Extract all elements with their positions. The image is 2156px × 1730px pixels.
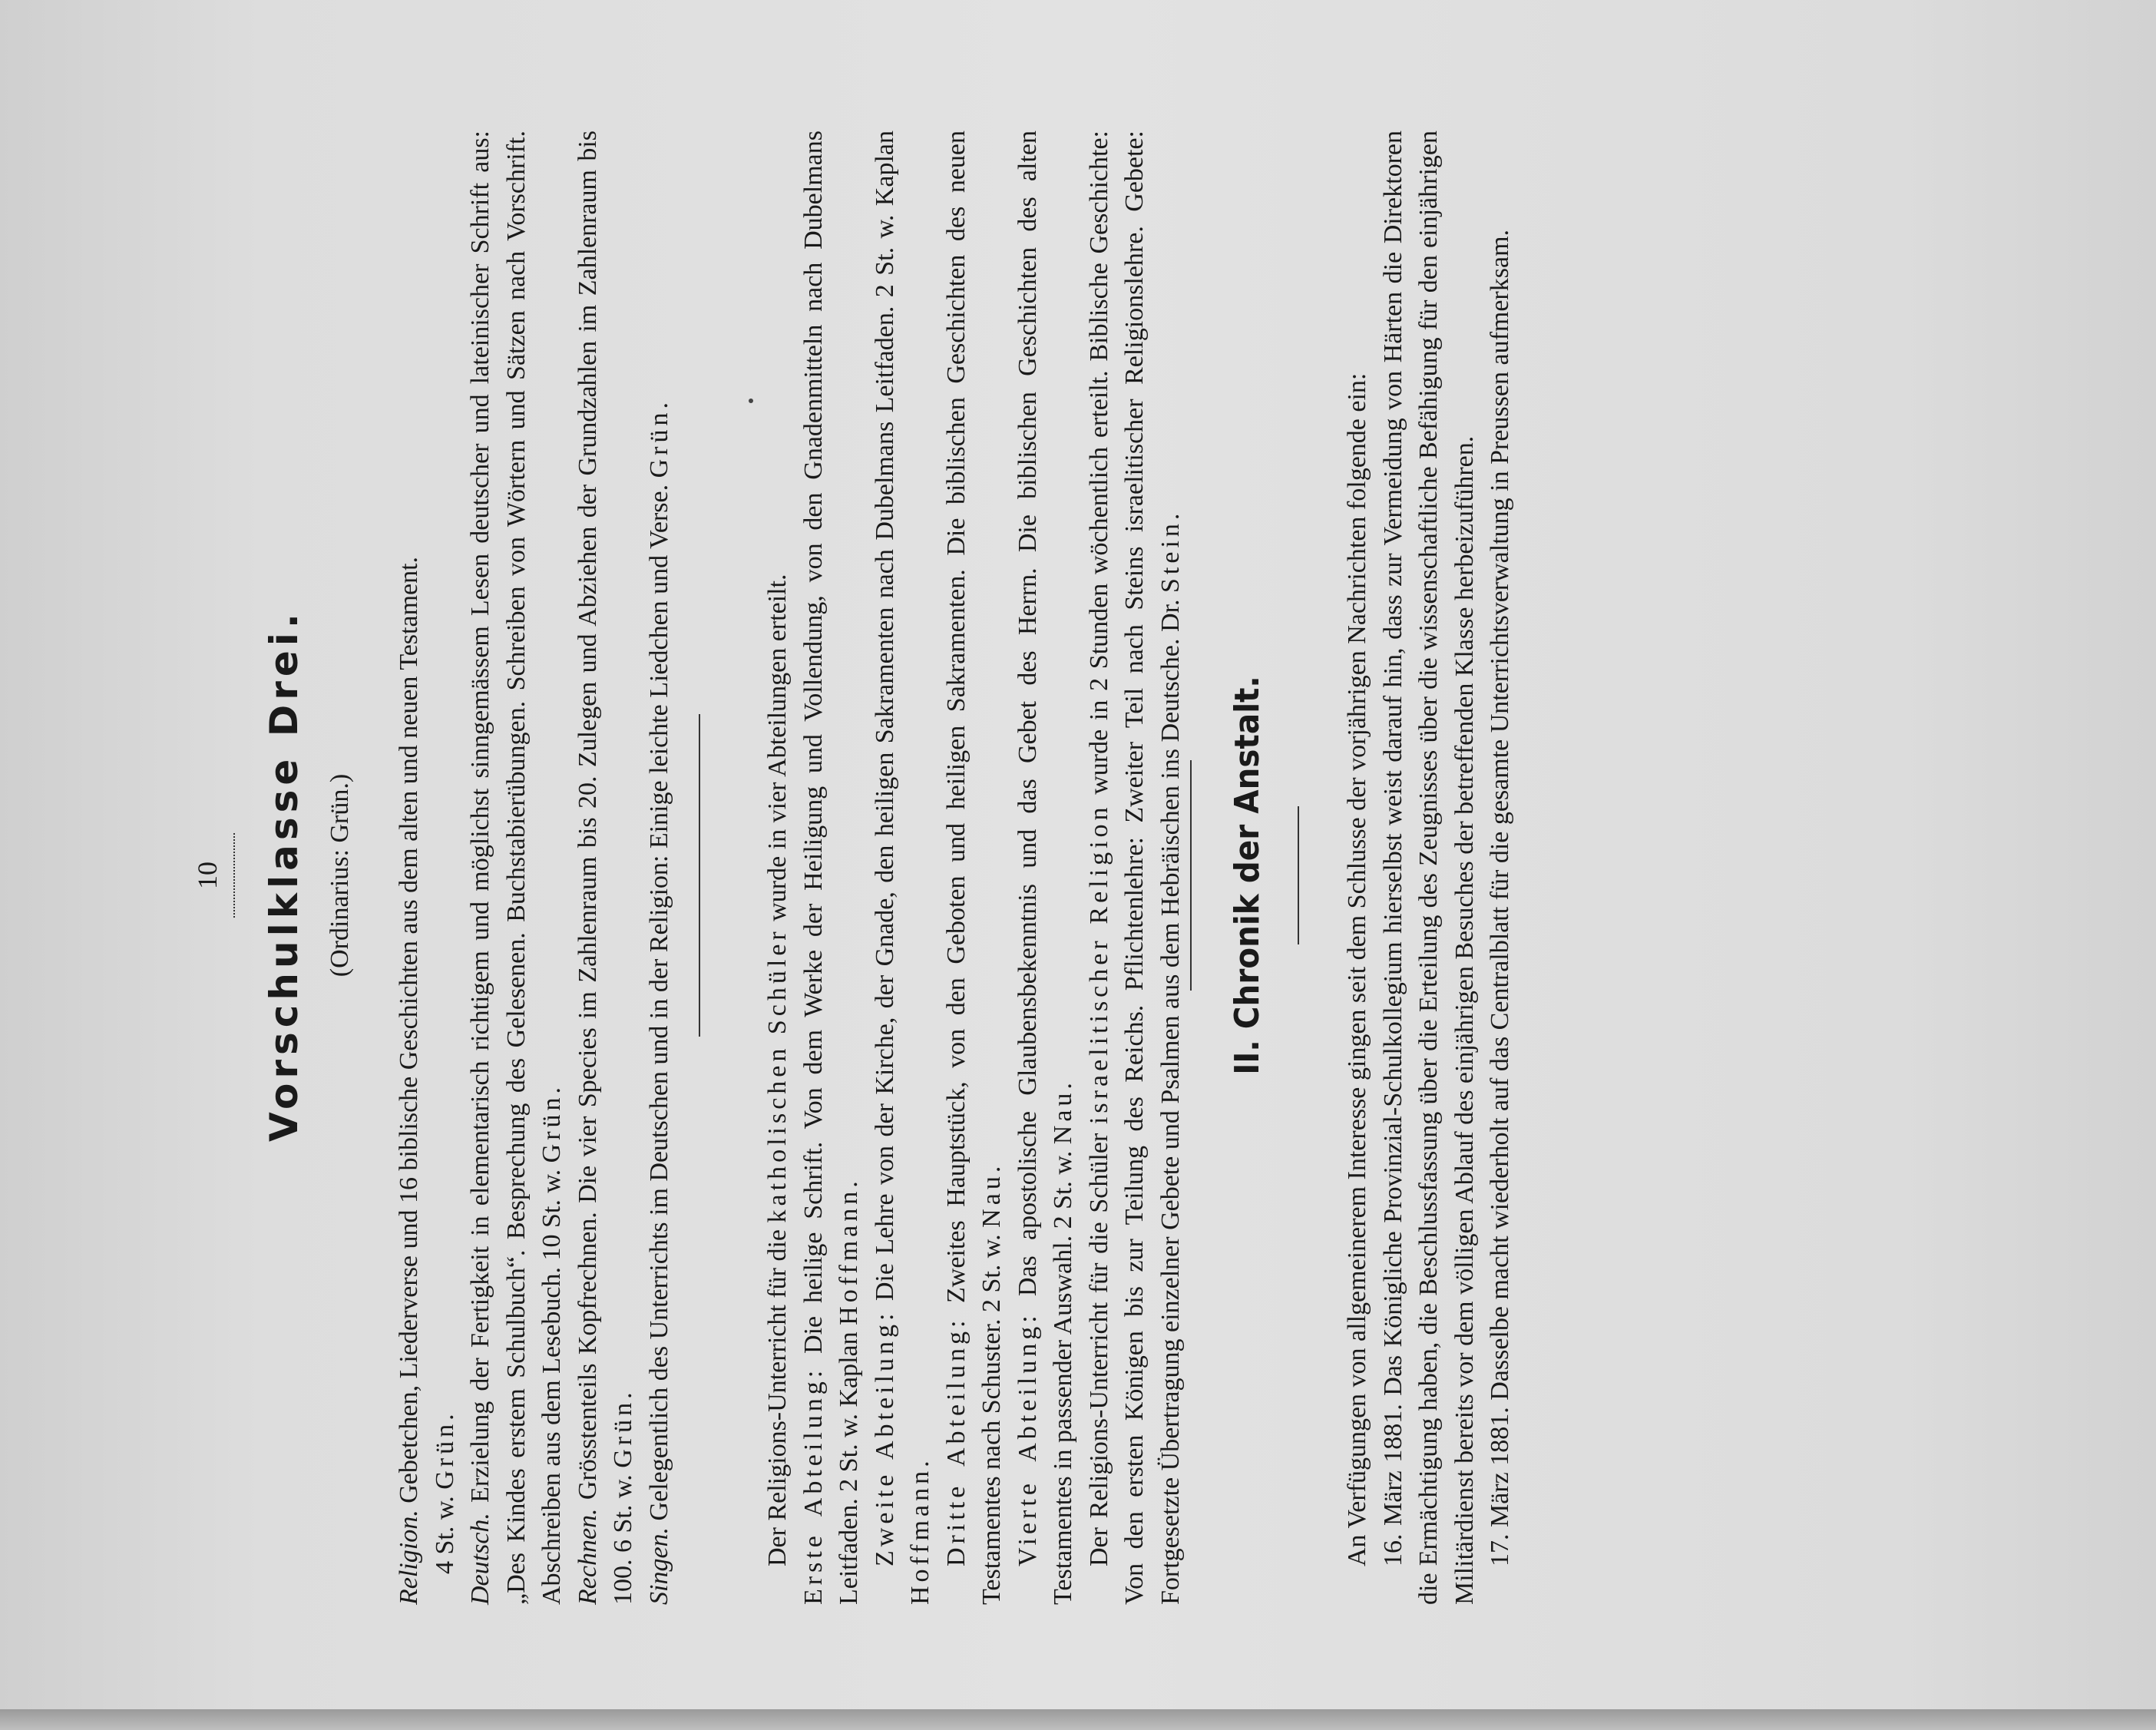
abteilung-dritte [939, 131, 1010, 1605]
abteilung-label: Dritte Abteilung: [941, 1316, 971, 1566]
subject-text: Grösstenteils Kopfrechnen. Die vier Species im Zahlenraum bis 20. Zulegen und Abziehen der Grundzahlen im Zahlenraum bis 100. 6 St. w. [573, 130, 637, 1605]
divider-rule [1298, 806, 1299, 944]
subject-rechnen [570, 131, 642, 1605]
decree-item: 17. März 1881. Dasselbe macht wiederholt auf das Centralblatt für die gesamte Unterrichtsverwaltung in Preussen aufmerksam. [1486, 229, 1514, 1566]
subject-list [392, 131, 677, 1605]
abteilung-label: Zweite Abteilung: [870, 1309, 899, 1566]
teacher-name: Hoffmann. [906, 1457, 934, 1605]
teacher-name: Stein. [1156, 509, 1185, 593]
teacher-name: Nau. [1049, 1079, 1077, 1145]
religion-intro [760, 131, 796, 1605]
subject-religion [392, 131, 463, 1605]
decree-item: 16. März 1881. Das Königliche Provinzial-Schulkollegium hierselbst weist darauf hin, dass zur Vermeidung von Härten die Direktoren die Ermächtigung haben, die Beschlussfassung über die Erteilung des Zeugnisses über die wissenschaftliche Befähigung für den einjährigen Militärdienst bereits vor dem völligen Ablauf des einjährigen Besuches der betreffenden Klasse herbeizuführen. [1378, 131, 1479, 1605]
subject-text: Erzielung der Fertigkeit in elementarisch richtigem und möglichst sinngemässem Lesen deutscher und lateinischer Schrift aus: „Des Kindes erstem Schulbuch“. Besprechung des Gelesenen. Buchstabierübungen. Schreiben von Wörtern und Sätzen nach Vorschrift. Abschreiben aus dem Lesebuch. 10 St. w. [466, 130, 566, 1605]
divider-rule [699, 714, 700, 1037]
text-run: wurde in vier Abteilungen erteilt. [763, 574, 792, 928]
subject-text: Gelegentlich des Unterrichts im Deutschen und in der Religion: Einige leichte Liedchen und Verse. [644, 478, 673, 1521]
subject-teacher: Grün. [609, 1388, 637, 1468]
subject-hours [428, 131, 464, 1605]
decrees-block [1340, 131, 1519, 1605]
divider-rule [1190, 760, 1192, 991]
abteilung-label: Erste Abteilung: [799, 1366, 828, 1605]
abteilung-text: Das apostolische Glaubensbekenntnis und das Gebet des Herrn. Die biblischen Geschichten des alten Testamentes in passender Auswahl. 2 St. w. [1013, 131, 1077, 1605]
scan-bottom-edge [0, 1709, 2156, 1730]
text-spaced: israelitischer Religion [1084, 803, 1113, 1125]
abteilung-vierte [1010, 131, 1082, 1605]
religion-instruction-block [760, 131, 1189, 1605]
subject-name: Religion. [395, 1510, 423, 1605]
subject-teacher: Grün. [644, 399, 673, 478]
subject-teacher: Grün. [430, 1410, 459, 1490]
subject-hours-text: 4 St. w. [430, 1489, 459, 1574]
section-title: Vorschulklasse Drei. [262, 609, 306, 1142]
abteilung-text: Zweites Hauptstück, von den Geboten und heiligen Sakramenten. Die biblischen Geschichten des neuen Testamentes nach Schuster. 2 St. w. [941, 130, 1006, 1605]
page-number-ornament [226, 833, 235, 918]
decrees-intro: An Verfügungen von allgemeinerem Interesse gingen seit dem Schlusse der vorjährigen Nachrichten folgende ein: [1343, 372, 1371, 1566]
subject-text: Gebetchen, Liederverse und 16 biblische Geschichten aus dem alten und neuen Testament. [395, 556, 423, 1503]
print-speck [749, 399, 753, 403]
subject-name: Singen. [644, 1527, 673, 1605]
subject-singen [642, 131, 678, 1605]
chronik-heading: II. Chronik der Anstalt. [1228, 676, 1267, 1075]
abteilung-erste [796, 131, 868, 1605]
rotated-document-page [192, 100, 2019, 1651]
text-spaced: katholischen Schüler [763, 928, 792, 1223]
text-run: wurde in 2 Stunden wöchentlich erteilt. Biblische Geschichte: Von den ersten Königen bis zur Teilung des Reichs. Pflichtenlehre: Zweiter Teil nach Steins israelitischer Religionslehre. Gebete: Fortgesetzte Übertragung einzelner Gebete und Psalmen aus dem Hebräischen ins Deutsche. Dr. [1084, 131, 1185, 1605]
page-number: 10 [192, 862, 223, 889]
subject-name: Deutsch. [466, 1513, 494, 1605]
abteilung-text: Die heilige Schrift. Von dem Werke der Heiligung und Vollendung, von den Gnadenmitteln nach Dubelmans Leitfaden. 2 St. w. Kaplan [799, 131, 863, 1605]
abteilung-zweite [868, 131, 939, 1605]
text-run: Der Religions-Unterricht für die Schüler [1084, 1124, 1113, 1566]
teacher-name: Hoffmann. [835, 1177, 863, 1325]
ordinarius-line: (Ordinarius: Grün.) [326, 773, 354, 977]
abteilung-text: Die Lehre von der Kirche, der Gnade, den heiligen Sakramenten nach Dubelmans Leitfaden. 2 St. w. Kaplan [870, 131, 899, 1310]
subject-name: Rechnen. [573, 1508, 602, 1605]
text-run: Der Religions-Unterricht für die [763, 1222, 792, 1566]
subject-teacher: Grün. [537, 1083, 566, 1163]
religion-israelitisch [1082, 131, 1189, 1605]
subject-deutsch [463, 131, 570, 1605]
abteilung-label: Vierte Abteilung: [1013, 1312, 1042, 1566]
teacher-name: Nau. [977, 1162, 1006, 1228]
